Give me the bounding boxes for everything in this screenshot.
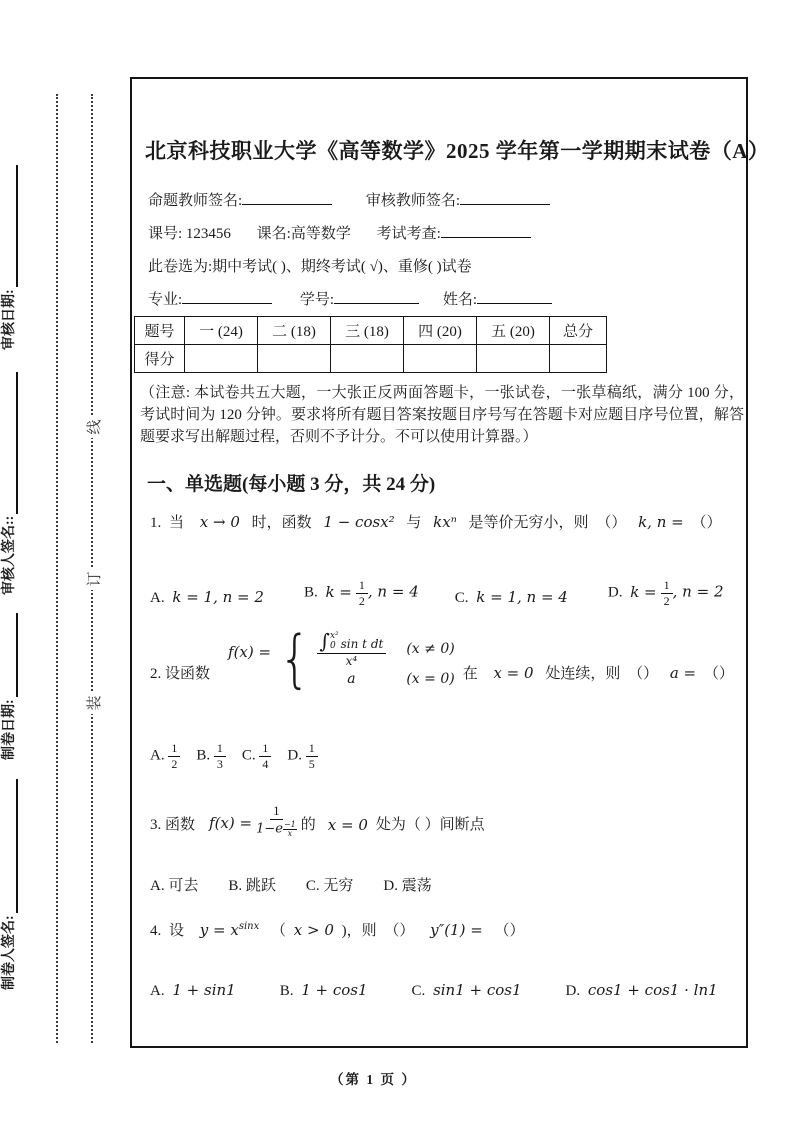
q1-option-d (608, 579, 724, 607)
score-header-cell: 五 (20) (477, 317, 550, 345)
q3-text: 处为（ ）间断点 (375, 816, 485, 833)
q1-option-c-value: k = 1, n = 4 (476, 588, 568, 607)
q1-paren: （） (691, 515, 722, 531)
q2-stem-tail (459, 662, 734, 687)
q1-option-d-post: , n = 2 (672, 582, 724, 601)
reviewer-signature-blank (6, 372, 18, 514)
q2-case2-value: a (347, 670, 356, 687)
q2-option-c: C. $\frac{1}{4}$ (242, 742, 272, 770)
paper-select-label: 此卷选为:期中考试( )、期终考试( √)、重修( )试卷 (148, 259, 472, 275)
score-table (134, 316, 607, 373)
score-cell-empty (477, 345, 550, 373)
score-cell-empty (258, 345, 331, 373)
name-blank (477, 290, 552, 304)
exam-type-blank (441, 224, 531, 238)
exam-content-box (130, 77, 770, 1048)
score-header-cell: 题号 (135, 317, 185, 345)
q4-option-a: A. 1 + sin1 (150, 981, 236, 999)
q2-text: 设函数 (165, 665, 211, 682)
q1-option-a-value: k = 1, n = 2 (172, 588, 264, 607)
score-header-cell: 一 (24) (185, 317, 258, 345)
q2-number-text (150, 662, 210, 687)
q3-option-a: A. 可去 (150, 878, 199, 894)
q2-denominator: x⁴ (345, 654, 358, 669)
q1-text: 是等价无穷小，则 (468, 515, 589, 531)
proposer-signature-blank (242, 191, 332, 205)
q3-math-x0: x = 0 (327, 815, 368, 834)
major-blank (182, 290, 272, 304)
q4-option-b: B. 1 + cos1 (279, 981, 368, 999)
q3-option-c: C. 无穷 (305, 878, 354, 894)
q1-text: 时，函数 (251, 515, 312, 531)
q2-piecewise-formula (214, 622, 455, 695)
q1-option-d-pre: k = (630, 582, 657, 601)
q4-option-c: C. sin1 + cos1 (411, 981, 522, 999)
q1-text: 与 (406, 515, 422, 531)
q1-paren: （） (596, 515, 627, 531)
score-table-score-row (135, 345, 607, 373)
q2-brace: { (279, 622, 311, 695)
q1-number: 1. (150, 515, 162, 531)
major-label: 专业: (148, 292, 183, 308)
q1-math-cos: 1 − cosx² (323, 513, 395, 531)
proposer-signature-label: 命题教师签名: (148, 193, 243, 209)
name-label: 姓名: (442, 292, 478, 308)
q1-math-limit: x → 0 (199, 513, 240, 531)
q2-option-b: B. $\frac{1}{3}$ (196, 742, 226, 770)
form-line-paper-select (148, 255, 472, 276)
q2-math-x0: x = 0 (493, 663, 534, 682)
q2-paren: （） (628, 665, 659, 682)
margin-label-review-date (0, 153, 18, 350)
q2-fx: f(x) = (228, 642, 272, 661)
score-header-cell: 总分 (550, 317, 607, 345)
q1-option-b-fraction: $\frac{1}{2}$ (356, 579, 368, 607)
q3-option-d: D. 震荡 (383, 878, 432, 894)
review-date-label: 审核日期: (2, 289, 17, 350)
q2-case1-fraction (317, 631, 387, 668)
course-no-label: 课号: 123456 (148, 226, 231, 242)
q1-option-b (304, 579, 419, 607)
score-header-cell: 二 (18) (258, 317, 331, 345)
score-cell-empty (331, 345, 404, 373)
q1-option-b-label: B. (303, 584, 318, 601)
margin-label-reviewer-signature (0, 353, 18, 595)
question-4-stem (150, 919, 525, 940)
q4-paren-open: （ (270, 923, 286, 939)
binding-char-staple: 订 (80, 568, 106, 590)
form-line-student (148, 288, 552, 309)
score-header-cell: 三 (18) (331, 317, 404, 345)
q2-paren: （） (703, 665, 734, 682)
q3-fx: f(x) = (209, 813, 253, 832)
q1-option-a-label: A. (150, 590, 165, 607)
score-table-header-row (135, 317, 607, 345)
q2-math-a: a = (669, 663, 697, 682)
score-row-label: 得分 (135, 345, 185, 373)
margin-label-print-date (0, 600, 18, 760)
student-id-label: 学号: (299, 292, 335, 308)
q3-number-text (150, 813, 195, 834)
q1-math-kxn: kxⁿ (433, 513, 457, 531)
q3-text: 函数 (165, 816, 196, 833)
question-3-stem (150, 803, 485, 838)
reviewer-teacher-blank (460, 191, 550, 205)
score-header-cell: 四 (20) (404, 317, 477, 345)
question-2-options (150, 742, 318, 770)
q3-fraction: 1 1−e $\frac{-1}{x}$ (256, 803, 296, 838)
q2-text: 在 (462, 665, 478, 682)
print-date-blank (6, 613, 18, 697)
q3-text: 的 (300, 816, 316, 833)
q1-option-b-pre: k = (325, 582, 352, 601)
page-number-footer: （第 1 页 ） (330, 1072, 417, 1087)
q4-math-deriv: y″(1) = (430, 921, 483, 939)
q4-number: 4. (150, 923, 162, 939)
q4-math-xgt0: x > 0 (293, 921, 334, 939)
q1-option-d-fraction: $\frac{1}{2}$ (661, 579, 673, 607)
q4-paren: （） (384, 923, 415, 939)
student-id-blank (334, 290, 419, 304)
score-cell-empty (550, 345, 607, 373)
q4-paren: （） (494, 923, 525, 939)
q2-option-d: D. $\frac{1}{5}$ (287, 742, 317, 770)
exam-type-label: 考试考查: (376, 226, 441, 242)
reviewer-signature-label: 审核人签名:: (2, 515, 17, 595)
q4-paren-close: )，则 (341, 923, 377, 939)
binding-dotted-line-left (56, 94, 58, 1043)
q1-text: 当 (169, 515, 185, 531)
score-cell-empty (185, 345, 258, 373)
score-cell-empty (404, 345, 477, 373)
q2-integral: ∫ x² 0 sin t dt (317, 631, 387, 654)
margin-label-printer-signature (0, 765, 18, 990)
section-1-heading: 一、单选题(每小题 3 分，共 24 分) (147, 474, 436, 495)
question-3-options (150, 874, 432, 895)
notice-text: （注意: 本试卷共五大题，一大张正反两面答题卡，一张试卷，一张草稿纸，满分 100 分，考试时间为 120 分钟。要求将所有题目答案按题目序号写在答题卡对应题目序号位置，解答题要求写出解题过程，否则不予计分。不可以使用计算器。） (140, 385, 744, 445)
q3-denominator: 1−e $\frac{-1}{x}$ (256, 819, 296, 838)
q4-math-y: $y = x^{sinx}$ (199, 921, 260, 939)
q1-option-a (150, 588, 268, 607)
printer-signature-blank (6, 779, 18, 913)
binding-char-line: 线 (80, 416, 106, 438)
q1-option-b-post: , n = 4 (367, 582, 419, 601)
course-name-label: 课名:高等数学 (256, 226, 351, 242)
page-title: 北京科技职业大学《高等数学》2025 学年第一学期期末试卷（A） (145, 139, 770, 163)
q2-condition-2: (x = 0) (406, 670, 455, 687)
q2-option-a: A. $\frac{1}{2}$ (150, 742, 180, 770)
q3-option-b: B. 跳跃 (228, 878, 276, 894)
question-1-options (150, 579, 724, 607)
q3-exponent: $\frac{-1}{x}$ (283, 819, 296, 838)
q2-condition-1: (x ≠ 0) (406, 641, 455, 658)
review-date-blank (6, 165, 18, 287)
reviewer-teacher-label: 审核教师签名: (365, 193, 461, 209)
q2-cases (317, 631, 455, 687)
question-4-options (150, 981, 722, 1000)
q4-option-d: D. cos1 + cos1 · ln1 (565, 981, 718, 999)
question-2-stem (150, 622, 734, 695)
printer-signature-label: 制卷人签名: (2, 915, 17, 990)
form-line-signatures (148, 189, 550, 210)
binding-char-pack: 装 (80, 692, 106, 714)
print-date-label: 制卷日期: (2, 699, 17, 760)
q3-number: 3. (150, 816, 162, 833)
q1-option-d-label: D. (607, 584, 623, 601)
question-1-stem (150, 511, 721, 532)
q1-math-kn: k, n = (638, 513, 684, 531)
q4-text: 设 (169, 923, 185, 939)
q1-option-c-label: C. (454, 590, 469, 607)
form-line-course (148, 222, 531, 243)
q2-text: 处连续，则 (545, 665, 621, 682)
q1-option-c (455, 588, 572, 607)
q2-number: 2. (150, 665, 162, 682)
